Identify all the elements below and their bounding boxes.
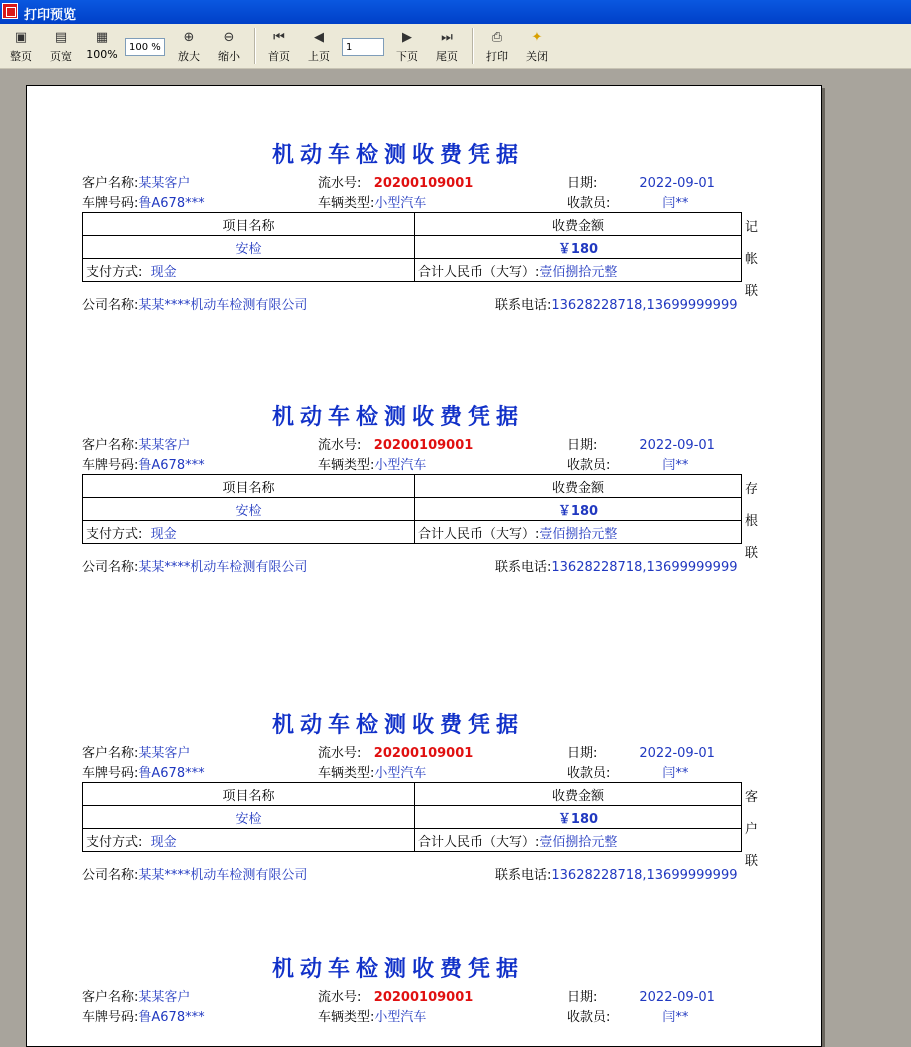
company-value: 某某****机动车检测有限公司	[138, 298, 308, 313]
side-char: 记	[745, 220, 759, 235]
side-char: 客	[745, 790, 759, 805]
side-char: 联	[745, 546, 759, 561]
vehicle-type-label: 车辆类型:	[318, 1010, 375, 1025]
plate-label: 车牌号码:	[82, 766, 139, 781]
zoom-100-label: 100%	[86, 48, 118, 61]
close-button[interactable]	[522, 28, 552, 66]
footer-row	[82, 294, 762, 313]
phone-cell	[495, 556, 738, 575]
customer-value: 某某客户	[138, 746, 191, 761]
customer-value: 某某客户	[138, 990, 191, 1005]
total-label: 合计人民币（大写）:	[418, 834, 540, 850]
phone-cell	[495, 294, 738, 313]
customer-value: 某某客户	[138, 176, 191, 191]
date-value: 2022-09-01	[639, 438, 715, 453]
prev-page-icon: ◀	[314, 30, 324, 45]
zoom-in-button[interactable]	[174, 28, 204, 66]
cashier-value: 闫**	[662, 766, 689, 781]
toolbar-separator	[254, 28, 256, 64]
date-row	[567, 742, 715, 761]
customer-label: 客户名称:	[82, 438, 139, 453]
amount-value: ￥180	[415, 236, 742, 259]
toolbar-separator	[472, 28, 474, 64]
vehicle-type-value: 小型汽车	[374, 196, 427, 211]
customer-row	[82, 742, 190, 761]
cashier-row	[567, 1006, 688, 1025]
customer-label: 客户名称:	[82, 746, 139, 761]
cashier-row	[567, 454, 688, 473]
fee-table	[82, 782, 742, 852]
vehicle-type-label: 车辆类型:	[318, 196, 375, 211]
zoom-out-icon: ⊖	[223, 30, 235, 45]
zoom-in-icon: ⊕	[183, 30, 195, 45]
company-value: 某某****机动车检测有限公司	[138, 560, 308, 575]
payment-value: 现金	[150, 526, 177, 542]
date-label: 日期:	[567, 746, 598, 761]
total-value: 壹佰捌拾元整	[539, 264, 618, 280]
item-value: 安检	[83, 498, 415, 521]
zoom-out-button[interactable]	[214, 28, 244, 66]
zoom-100-icon: ▦	[95, 30, 109, 45]
cashier-label: 收款员:	[567, 458, 611, 473]
side-char: 存	[745, 482, 759, 497]
window-title: 打印预览	[24, 8, 77, 23]
payment-label: 支付方式:	[86, 264, 143, 280]
payment-label: 支付方式:	[86, 834, 143, 850]
vehicle-type-row	[318, 454, 426, 473]
receipt-title: 机动车检测收费凭据	[272, 956, 525, 982]
preview-area[interactable]	[0, 69, 911, 1030]
first-page-button[interactable]	[264, 28, 294, 66]
plate-label: 车牌号码:	[82, 196, 139, 211]
total-value: 壹佰捌拾元整	[539, 526, 618, 542]
app-icon	[2, 3, 18, 19]
phone-cell	[495, 864, 738, 883]
phone-value: 13628228718,13699999999	[551, 560, 738, 575]
serial-label: 流水号:	[318, 176, 362, 191]
payment-cell	[83, 259, 415, 282]
zoom-in-label: 放大	[178, 50, 200, 63]
phone-value: 13628228718,13699999999	[551, 298, 738, 313]
vehicle-type-row	[318, 192, 426, 211]
serial-label: 流水号:	[318, 746, 362, 761]
phone-label: 联系电话:	[495, 868, 552, 883]
vehicle-type-value: 小型汽车	[374, 1010, 427, 1025]
payment-cell	[83, 829, 415, 852]
date-value: 2022-09-01	[639, 746, 715, 761]
last-page-label: 尾页	[436, 50, 458, 63]
side-char: 根	[745, 514, 759, 529]
page-width-label: 页宽	[50, 50, 72, 63]
close-icon: ✦	[531, 30, 543, 45]
plate-row	[82, 454, 205, 473]
payment-cell	[83, 521, 415, 544]
serial-label: 流水号:	[318, 438, 362, 453]
payment-value: 现金	[150, 834, 177, 850]
zoom-input[interactable]: 100 %	[125, 38, 165, 56]
col-amount-header: 收费金额	[415, 475, 742, 498]
company-value: 某某****机动车检测有限公司	[138, 868, 308, 883]
fee-table	[82, 474, 742, 544]
plate-label: 车牌号码:	[82, 458, 139, 473]
first-page-icon: ⏮	[273, 30, 285, 45]
plate-label: 车牌号码:	[82, 1010, 139, 1025]
total-cell	[415, 259, 742, 282]
plate-value: 鲁A678***	[138, 766, 205, 781]
payment-value: 现金	[150, 264, 177, 280]
side-char: 联	[745, 284, 759, 299]
cashier-row	[567, 192, 688, 211]
serial-value: 20200109001	[373, 176, 474, 191]
total-label: 合计人民币（大写）:	[418, 526, 540, 542]
date-label: 日期:	[567, 438, 598, 453]
serial-label: 流水号:	[318, 990, 362, 1005]
plate-value: 鲁A678***	[138, 1010, 205, 1025]
plate-value: 鲁A678***	[138, 196, 205, 211]
cashier-label: 收款员:	[567, 196, 611, 211]
customer-label: 客户名称:	[82, 990, 139, 1005]
first-page-label: 首页	[268, 50, 290, 63]
col-item-header: 项目名称	[83, 475, 415, 498]
serial-row	[318, 434, 473, 453]
company-label: 公司名称:	[82, 560, 139, 575]
serial-value: 20200109001	[373, 746, 474, 761]
next-page-icon: ▶	[402, 30, 412, 45]
serial-value: 20200109001	[373, 990, 474, 1005]
zoom-100-button[interactable]	[86, 28, 118, 66]
total-value: 壹佰捌拾元整	[539, 834, 618, 850]
customer-label: 客户名称:	[82, 176, 139, 191]
prev-page-button[interactable]	[304, 28, 334, 66]
page-number-input[interactable]: 1	[342, 38, 384, 56]
preview-page	[26, 85, 822, 1047]
next-page-label: 下页	[396, 50, 418, 63]
col-item-header: 项目名称	[83, 213, 415, 236]
item-value: 安检	[83, 236, 415, 259]
cashier-label: 收款员:	[567, 1010, 611, 1025]
print-button[interactable]	[482, 28, 512, 66]
total-cell	[415, 829, 742, 852]
col-amount-header: 收费金额	[415, 213, 742, 236]
serial-row	[318, 172, 473, 191]
print-label: 打印	[486, 50, 508, 63]
plate-value: 鲁A678***	[138, 458, 205, 473]
date-row	[567, 986, 715, 1005]
window-titlebar	[0, 0, 911, 24]
cashier-value: 闫**	[662, 1010, 689, 1025]
customer-row	[82, 434, 190, 453]
serial-row	[318, 986, 473, 1005]
page-width-button[interactable]	[46, 28, 76, 66]
date-row	[567, 172, 715, 191]
cashier-row	[567, 762, 688, 781]
vehicle-type-label: 车辆类型:	[318, 458, 375, 473]
payment-label: 支付方式:	[86, 526, 143, 542]
col-item-header: 项目名称	[83, 783, 415, 806]
total-cell	[415, 521, 742, 544]
fee-table	[82, 212, 742, 282]
cashier-label: 收款员:	[567, 766, 611, 781]
col-amount-header: 收费金额	[415, 783, 742, 806]
cashier-value: 闫**	[662, 458, 689, 473]
plate-row	[82, 192, 205, 211]
customer-value: 某某客户	[138, 438, 191, 453]
receipt-title: 机动车检测收费凭据	[272, 142, 525, 168]
vehicle-type-label: 车辆类型:	[318, 766, 375, 781]
vehicle-type-row	[318, 1006, 426, 1025]
date-value: 2022-09-01	[639, 990, 715, 1005]
printer-icon: ⎙	[491, 30, 503, 45]
next-page-button[interactable]	[392, 28, 422, 66]
company-label: 公司名称:	[82, 868, 139, 883]
total-label: 合计人民币（大写）:	[418, 264, 540, 280]
date-value: 2022-09-01	[639, 176, 715, 191]
page-width-icon: ▤	[54, 30, 68, 45]
serial-value: 20200109001	[373, 438, 474, 453]
serial-row	[318, 742, 473, 761]
customer-row	[82, 986, 190, 1005]
company-label: 公司名称:	[82, 298, 139, 313]
date-label: 日期:	[567, 990, 598, 1005]
whole-page-icon: ▣	[14, 30, 28, 45]
amount-value: ￥180	[415, 498, 742, 521]
cashier-value: 闫**	[662, 196, 689, 211]
toolbar	[0, 24, 911, 69]
phone-label: 联系电话:	[495, 298, 552, 313]
vehicle-type-value: 小型汽车	[374, 766, 427, 781]
phone-label: 联系电话:	[495, 560, 552, 575]
side-char: 联	[745, 854, 759, 869]
plate-row	[82, 1006, 205, 1025]
customer-row	[82, 172, 190, 191]
side-char: 户	[745, 822, 759, 837]
last-page-icon: ⏭	[441, 30, 453, 45]
amount-value: ￥180	[415, 806, 742, 829]
item-value: 安检	[83, 806, 415, 829]
footer-row	[82, 556, 762, 575]
whole-page-label: 整页	[10, 50, 32, 63]
zoom-out-label: 缩小	[218, 50, 240, 63]
whole-page-button[interactable]	[6, 28, 36, 66]
phone-value: 13628228718,13699999999	[551, 868, 738, 883]
side-char: 帐	[745, 252, 759, 267]
close-label: 关闭	[526, 50, 548, 63]
vehicle-type-value: 小型汽车	[374, 458, 427, 473]
plate-row	[82, 762, 205, 781]
date-row	[567, 434, 715, 453]
vehicle-type-row	[318, 762, 426, 781]
date-label: 日期:	[567, 176, 598, 191]
prev-page-label: 上页	[308, 50, 330, 63]
last-page-button[interactable]	[432, 28, 462, 66]
footer-row	[82, 864, 762, 883]
receipt-title: 机动车检测收费凭据	[272, 404, 525, 430]
receipt-title: 机动车检测收费凭据	[272, 712, 525, 738]
